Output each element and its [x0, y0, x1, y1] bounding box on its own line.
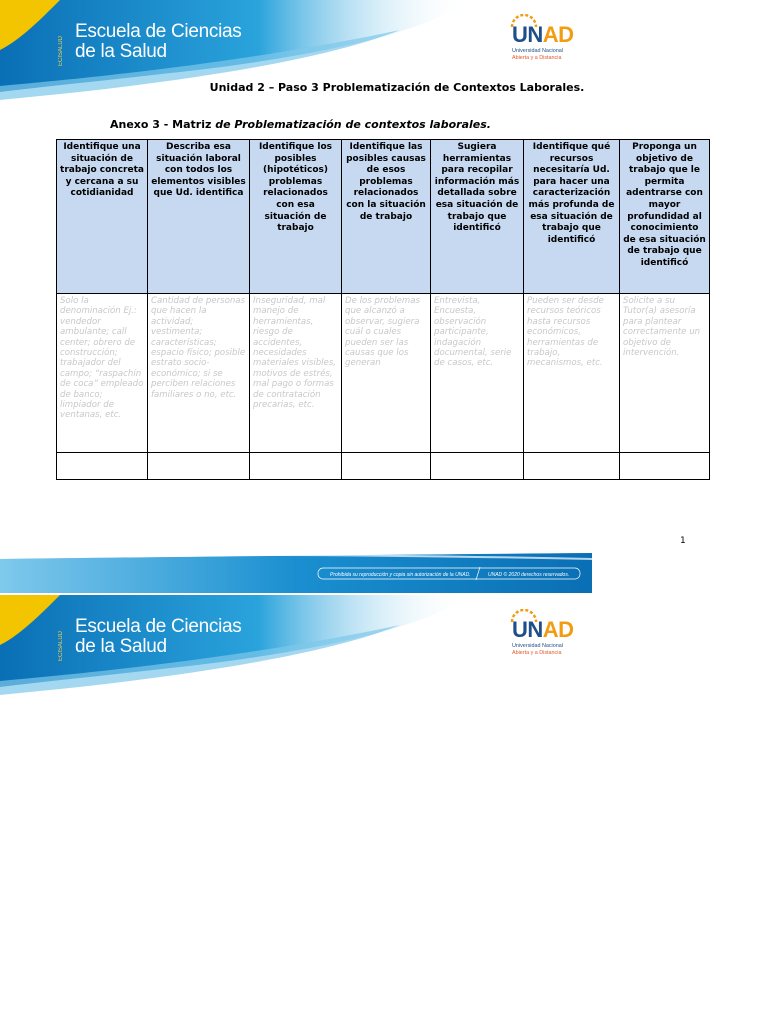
- annex-heading: [110, 118, 491, 131]
- example-cell[interactable]: Cantidad de personas que hacen la actividad; vestimenta; características; espacio físico; posible estrato socio-económico; si se perciben relaciones familiares o no, etc.: [148, 294, 250, 453]
- example-cell[interactable]: Solo la denominación Ej.: vendedor ambulante; call center; obrero de construcción; trabajador del campo; “raspachín de coca” empleado de banco; limpiador de ventanas, etc.: [57, 294, 148, 453]
- logo-wordmark-un: UN: [512, 22, 543, 47]
- side-label: ECISALUD: [58, 35, 64, 66]
- document-title: Unidad 2 – Paso 3 Problematización de Contextos Laborales.: [209, 81, 585, 94]
- logo-wordmark: [512, 617, 574, 643]
- logo-subtitle-2: Abierta y a Distancia: [512, 650, 562, 656]
- logo-subtitle-1: Universidad Nacional: [512, 643, 563, 649]
- empty-cell[interactable]: [57, 453, 148, 480]
- annex-prefix: Anexo 3 - Matriz: [110, 118, 216, 131]
- header-cell: Identifique las posibles causas de esos problemas relacionados con la situación de trabajo: [342, 140, 431, 294]
- footer-copyright: UNAD © 2020 derechos reservados.: [488, 572, 570, 578]
- school-name: [75, 617, 241, 657]
- logo-subtitle-1: Universidad Nacional: [512, 48, 563, 54]
- header-cell: Describa esa situación laboral con todos los elementos visibles que Ud. identifica: [148, 140, 250, 294]
- logo-wordmark-ad: AD: [542, 22, 574, 47]
- school-name: [75, 22, 241, 62]
- example-cell[interactable]: Pueden ser desde recursos teóricos hasta recursos económicos, herramientas de trabajo, mecanismos, etc.: [524, 294, 620, 453]
- school-name-line2: de la Salud: [75, 41, 167, 62]
- empty-cell[interactable]: [431, 453, 524, 480]
- side-label: ECISALUD: [58, 630, 64, 661]
- logo-wordmark-un: UN: [512, 617, 543, 642]
- unad-logo: [508, 14, 592, 74]
- school-name-line1: Escuela de Ciencias: [75, 616, 242, 637]
- example-cell[interactable]: Entrevista, Encuesta, observación participante, indagación documental, serie de casos, etc.: [431, 294, 524, 453]
- table-header-row: [57, 140, 710, 294]
- table-row-empty: [57, 453, 710, 480]
- header-cell: Proponga un objetivo de trabajo que le permita adentrarse con mayor profundidad al conocimiento de esa situación de trabajo que identificó: [620, 140, 710, 294]
- logo-wordmark-ad: AD: [542, 617, 574, 642]
- logo-wordmark: [512, 22, 574, 48]
- footer-notice: Prohibida su reproducción y copia sin autorización de la UNAD.: [330, 572, 471, 578]
- header-cell: Sugiera herramientas para recopilar información más detallada sobre esa situación de trabajo que identificó: [431, 140, 524, 294]
- empty-cell[interactable]: [342, 453, 431, 480]
- example-cell[interactable]: Inseguridad, mal manejo de herramientas, riesgo de accidentes, necesidades materiales visibles, motivos de estrés, mal pago o formas de contratación precarias, etc.: [250, 294, 342, 453]
- header-cell: Identifique una situación de trabajo concreta y cercana a su cotidianidad: [57, 140, 148, 294]
- school-name-line2: de la Salud: [75, 636, 167, 657]
- header-banner-page2: [0, 595, 592, 699]
- empty-cell[interactable]: [148, 453, 250, 480]
- page-number: 1: [680, 536, 686, 546]
- unad-logo: [508, 609, 592, 669]
- example-cell[interactable]: Solicite a su Tutor(a) asesoría para plantear correctamente un objetivo de intervención.: [620, 294, 710, 453]
- empty-cell[interactable]: [250, 453, 342, 480]
- problematization-matrix: [56, 139, 710, 480]
- empty-cell[interactable]: [524, 453, 620, 480]
- school-name-line1: Escuela de Ciencias: [75, 21, 242, 42]
- header-cell: Identifique los posibles (hipotéticos) problemas relacionados con esa situación de trabajo: [250, 140, 342, 294]
- table-row-examples: [57, 294, 710, 453]
- empty-cell[interactable]: [620, 453, 710, 480]
- example-cell[interactable]: De los problemas que alcanzó a observar, sugiera cuál o cuales pueden ser las causas que los generan: [342, 294, 431, 453]
- footer-band: [0, 553, 592, 593]
- logo-subtitle-2: Abierta y a Distancia: [512, 55, 562, 61]
- annex-italic: de Problematización de contextos laborales.: [215, 118, 491, 131]
- header-cell: Identifique qué recursos necesitaría Ud. para hacer una caracterización más profunda de esa situación de trabajo que identificó: [524, 140, 620, 294]
